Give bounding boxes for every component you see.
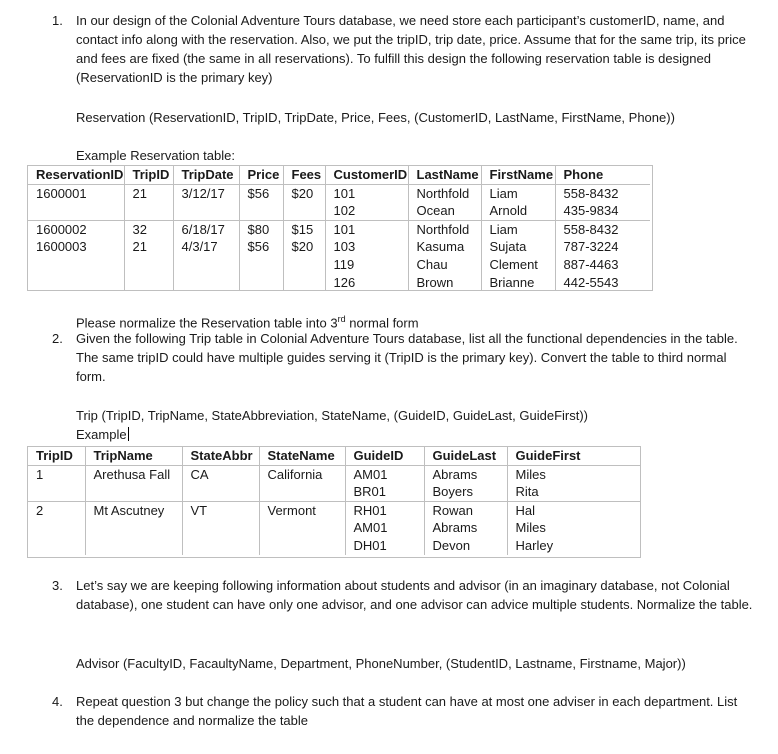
table-cell [283, 202, 325, 220]
table-cell: Clement [481, 256, 555, 274]
table-row [28, 220, 650, 238]
q3-schema: Advisor (FacultyID, FacaultyName, Department, PhoneNumber, (StudentID, Lastname, Firstname, Major)) [76, 656, 686, 671]
table-row [28, 483, 640, 501]
table-cell: Miles [507, 519, 640, 537]
table-cell [259, 483, 345, 501]
q2-schema: Trip (TripID, TripName, StateAbbreviation, StateName, (GuideID, GuideLast, GuideFirst)) [76, 408, 588, 423]
table-cell: 21 [124, 184, 173, 202]
q2-example-label: Example [76, 427, 127, 442]
table-cell: 21 [124, 238, 173, 256]
table-cell [85, 537, 182, 555]
table-cell: $56 [239, 238, 283, 256]
table-cell: 1600003 [36, 239, 87, 255]
table-cell: 1600001 [28, 184, 124, 202]
table-cell [182, 519, 259, 537]
trip-header-cell: GuideLast [424, 447, 507, 465]
table-cell: Northfold [408, 184, 481, 202]
table-cell: VT [182, 501, 259, 519]
table-cell: 3/12/17 [173, 184, 239, 202]
q3-text: Let’s say we are keeping following information about students and advisor (in an imaginary database, not Colonial database), one student can have only one advisor, and one advisor can advice multiple students. Normalize the table. [76, 578, 753, 612]
table-cell: Arnold [481, 202, 555, 220]
q1-schema: Reservation (ReservationID, TripID, TripDate, Price, Fees, (CustomerID, LastName, FirstName, Phone)) [76, 110, 675, 125]
table-cell: Brown [408, 274, 481, 292]
table-cell: Abrams [424, 465, 507, 483]
reservation-header-cell: FirstName [481, 166, 555, 184]
table-cell: 119 [325, 256, 408, 274]
table-cell: Rowan [424, 501, 507, 519]
trip-header-cell: GuideFirst [507, 447, 640, 465]
q3-number: 3. [52, 578, 63, 593]
q2-number: 2. [52, 331, 63, 346]
table-cell [173, 202, 239, 220]
table-cell: AM01 [345, 519, 424, 537]
table-cell [283, 256, 325, 274]
table-cell [239, 274, 283, 292]
table-row [28, 501, 640, 519]
table-cell [239, 202, 283, 220]
q4-text: Repeat question 3 but change the policy such that a student can have at most one adviser in each department. List the dependence and normalize the table [76, 694, 738, 728]
table-cell: 1 [28, 465, 85, 483]
table-cell [182, 537, 259, 555]
reservation-header-cell: Price [239, 166, 283, 184]
reservation-header-cell: Fees [283, 166, 325, 184]
table-cell [28, 537, 85, 555]
table-cell: 442-5543 [555, 274, 650, 292]
table-cell: Northfold [408, 220, 481, 238]
table-cell: Brianne [481, 274, 555, 292]
table-cell [124, 274, 173, 292]
table-cell: 4/3/17 [173, 238, 239, 256]
table-row [28, 202, 650, 220]
reservation-header-cell: Phone [555, 166, 650, 184]
table-cell [239, 256, 283, 274]
table-cell: Boyers [424, 483, 507, 501]
table-cell: $20 [283, 238, 325, 256]
table-cell [173, 256, 239, 274]
reservation-header-cell: ReservationID [36, 167, 124, 182]
table-cell: BR01 [345, 483, 424, 501]
table-row [28, 465, 640, 483]
table-cell: Rita [507, 483, 640, 501]
table-cell [173, 274, 239, 292]
text-cursor [128, 427, 129, 441]
table-cell: Chau [408, 256, 481, 274]
table-cell: Liam [481, 184, 555, 202]
table-cell: 6/18/17 [173, 220, 239, 238]
q2-text: Given the following Trip table in Colonial Adventure Tours database, list all the functional dependencies in the table. The same tripID could have multiple guides serving it (TripID is the primary key). Convert the table to third normal form. [76, 331, 738, 384]
table-cell: CA [182, 465, 259, 483]
reservation-header-row [28, 166, 650, 184]
table-row [28, 184, 650, 202]
table-cell: 101 [325, 184, 408, 202]
table-cell: Abrams [424, 519, 507, 537]
table-cell: Liam [481, 220, 555, 238]
table-cell: 102 [325, 202, 408, 220]
table-cell: Miles [507, 465, 640, 483]
table-cell [28, 256, 124, 274]
trip-header-cell: TripID [36, 448, 73, 463]
q1-normalize-sup: rd [337, 314, 346, 324]
q4-number: 4. [52, 694, 63, 709]
table-cell [85, 519, 182, 537]
table-cell: Devon [424, 537, 507, 555]
table-cell: $80 [239, 220, 283, 238]
table-cell: 126 [325, 274, 408, 292]
table-cell [259, 537, 345, 555]
trip-header-cell: StateAbbr [182, 447, 259, 465]
q1-normalize-prefix: Please normalize the Reservation table into 3 [76, 315, 338, 331]
table-cell: $20 [283, 184, 325, 202]
table-cell: DH01 [345, 537, 424, 555]
table-cell: 558-8432 [555, 184, 650, 202]
reservation-header-cell: CustomerID [325, 166, 408, 184]
table-cell: Vermont [259, 501, 345, 519]
table-cell [28, 483, 85, 501]
q1-normalize-suffix: normal form [345, 315, 419, 331]
table-cell: 558-8432 [555, 220, 650, 238]
table-cell [182, 483, 259, 501]
q1-text: In our design of the Colonial Adventure Tours database, we need store each participant’s customerID, name, and contact info along with the reservation. Also, we put the tripID, trip date, price. Assume that for the same trip, its price and fees are fixed (the same in all reservations). To fulfill this design the following reservation table is designed (ReservationID is the primary key) [76, 13, 746, 85]
table-cell: 787-3224 [555, 238, 650, 256]
table-cell: California [259, 465, 345, 483]
table-cell [85, 483, 182, 501]
reservation-header-cell: TripID [124, 166, 173, 184]
table-cell: Sujata [481, 238, 555, 256]
table-cell: 32 [124, 220, 173, 238]
reservation-table [28, 166, 650, 291]
table-cell: 435-9834 [555, 202, 650, 220]
table-cell: 887-4463 [555, 256, 650, 274]
table-cell: Kasuma [408, 238, 481, 256]
table-cell: Hal [507, 501, 640, 519]
table-cell: Mt Ascutney [85, 501, 182, 519]
table-row [28, 537, 640, 555]
table-cell: AM01 [345, 465, 424, 483]
table-cell [28, 519, 85, 537]
table-cell [259, 519, 345, 537]
trip-header-cell: TripName [85, 447, 182, 465]
table-cell: 1600002 [28, 220, 124, 238]
table-cell [28, 202, 124, 220]
table-row [28, 519, 640, 537]
table-cell: Arethusa Fall [85, 465, 182, 483]
table-cell [124, 202, 173, 220]
table-row [28, 238, 650, 256]
q2-example-line [76, 425, 129, 444]
trip-header-row [28, 447, 640, 465]
q1-example-label: Example Reservation table: [76, 148, 235, 163]
trip-header-cell: GuideID [345, 447, 424, 465]
table-row [28, 274, 650, 292]
table-cell: RH01 [345, 501, 424, 519]
reservation-header-cell: LastName [408, 166, 481, 184]
trip-header-cell: StateName [259, 447, 345, 465]
table-cell: Ocean [408, 202, 481, 220]
table-cell: 2 [28, 501, 85, 519]
table-cell: 103 [325, 238, 408, 256]
table-cell [124, 256, 173, 274]
table-cell [28, 274, 124, 292]
table-cell [283, 274, 325, 292]
table-row [28, 256, 650, 274]
table-cell: Harley [507, 537, 640, 555]
reservation-header-cell: TripDate [173, 166, 239, 184]
table-cell: 101 [325, 220, 408, 238]
table-cell: $15 [283, 220, 325, 238]
table-cell: $56 [239, 184, 283, 202]
q1-number: 1. [52, 13, 63, 28]
trip-table [28, 447, 640, 555]
